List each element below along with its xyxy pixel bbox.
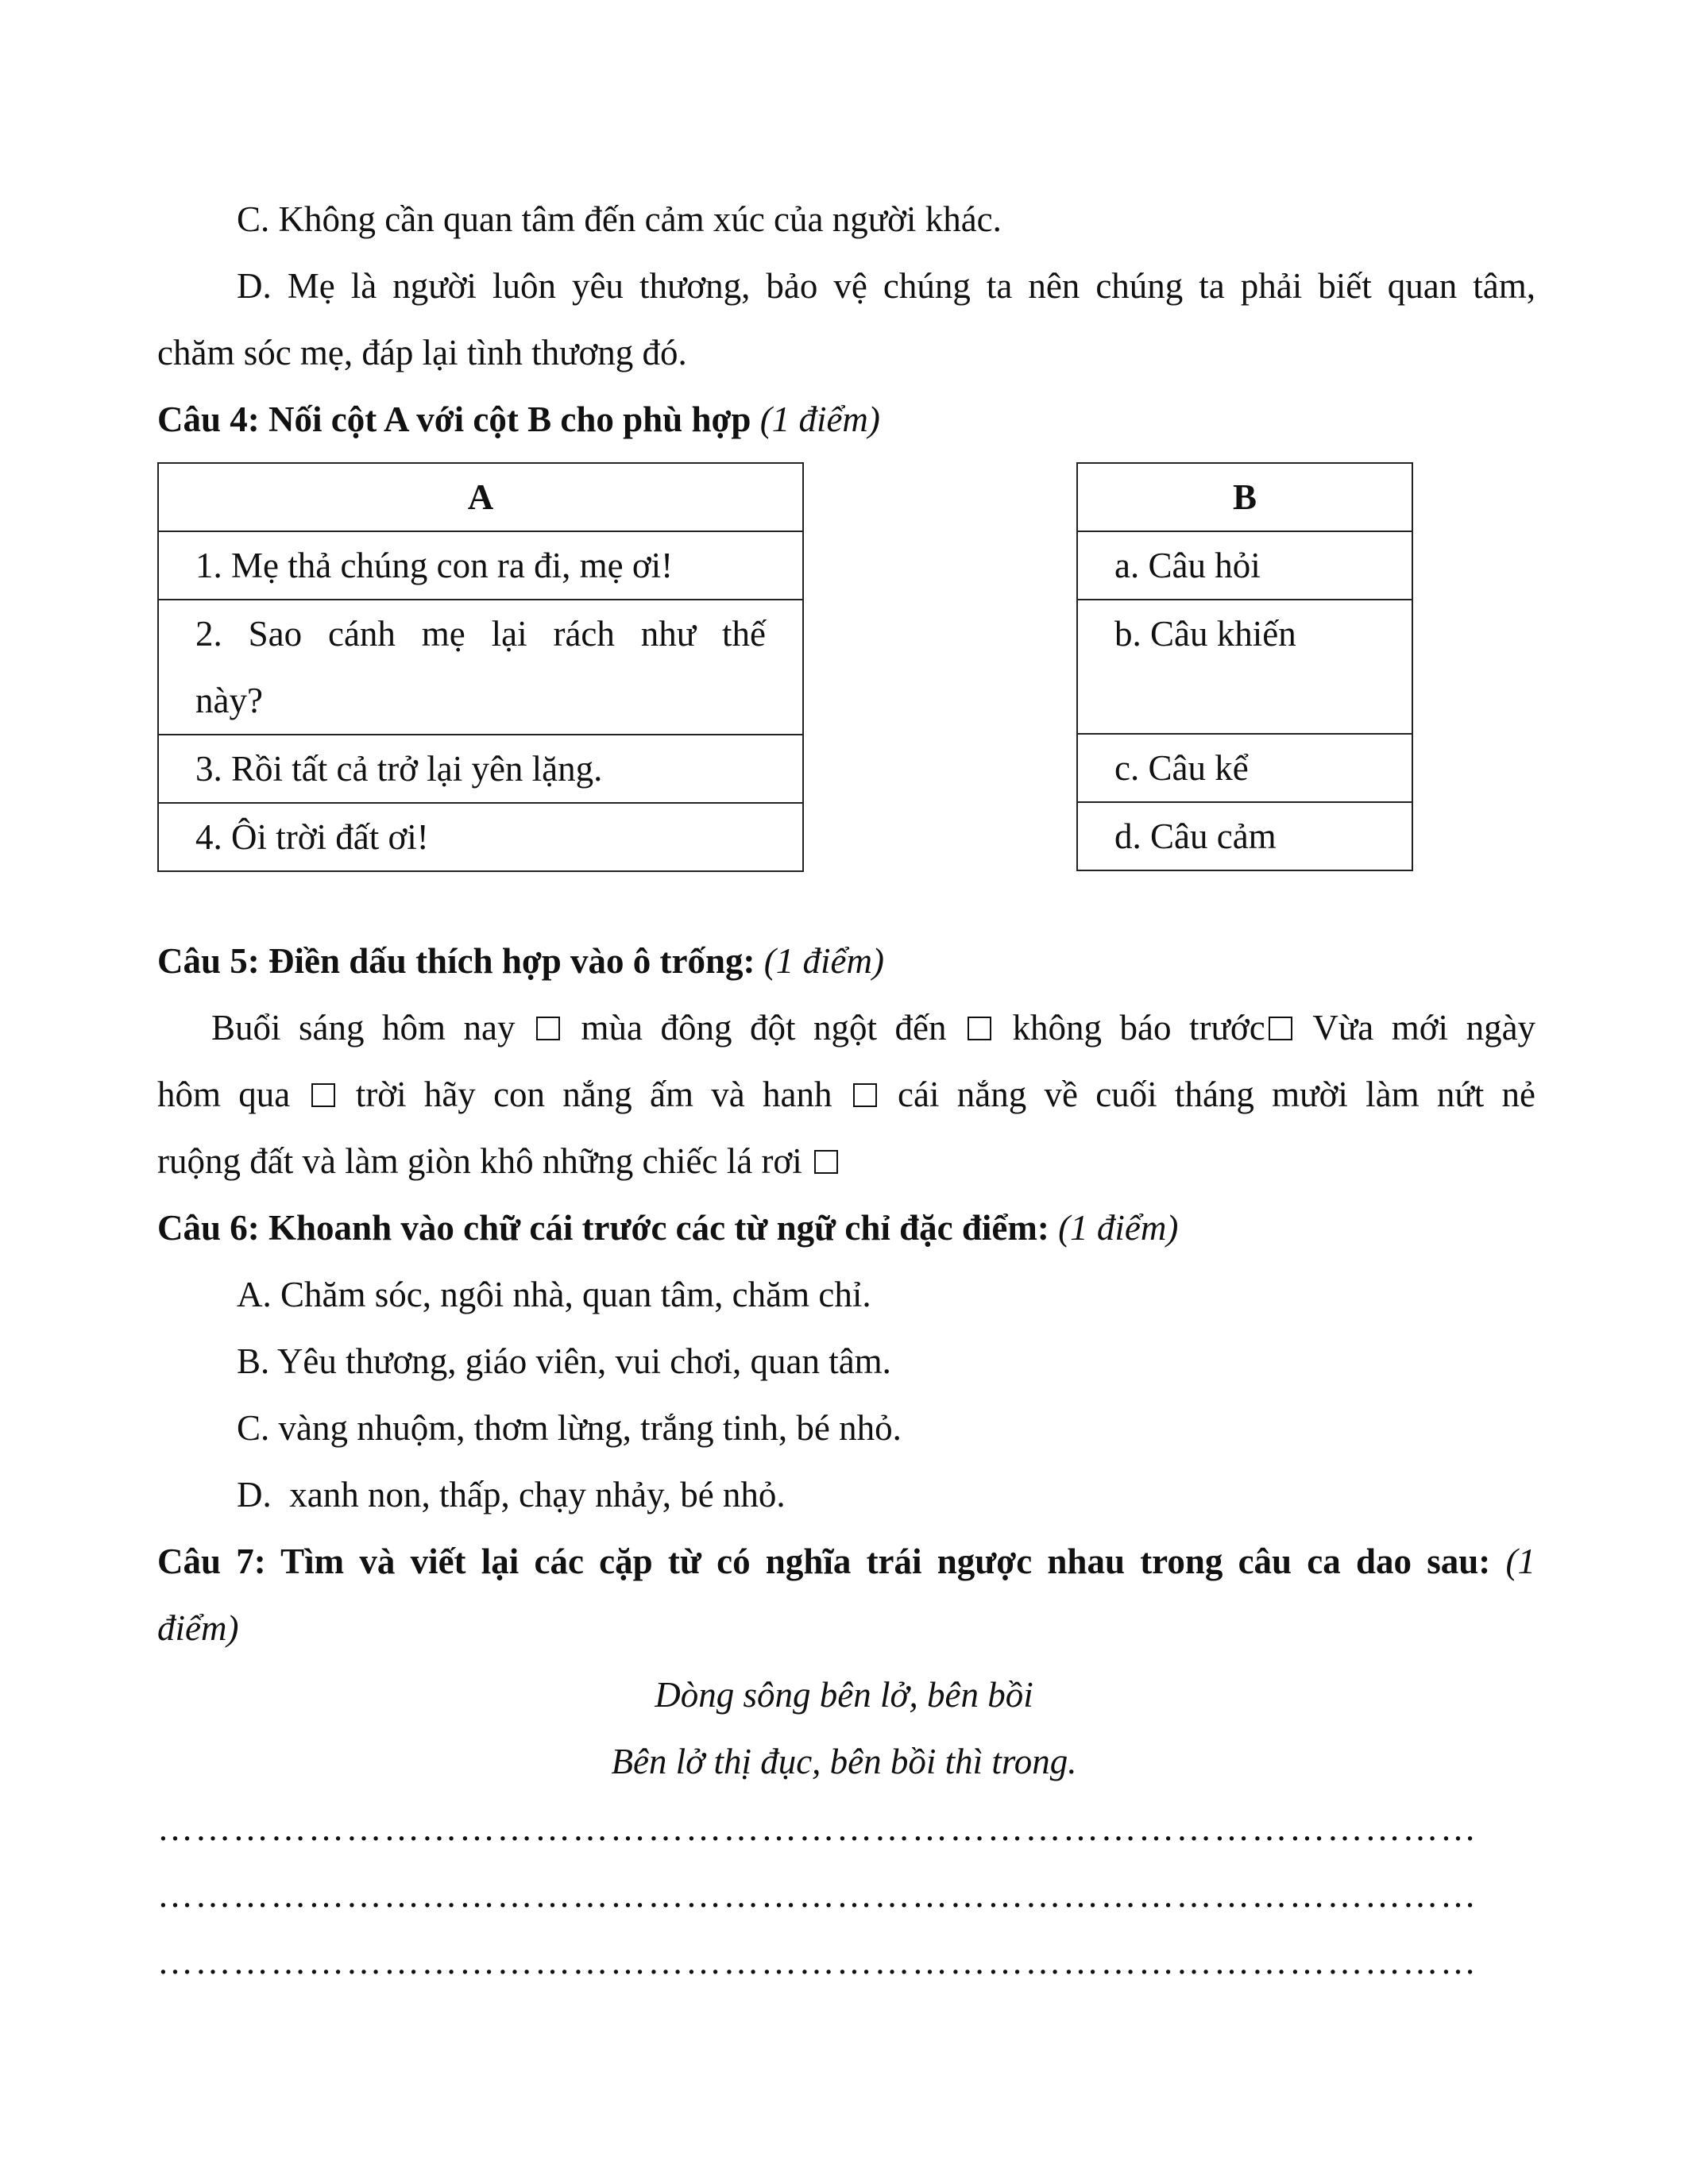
q3-option-d-line2: chăm sóc mẹ, đáp lại tình thương đó. (157, 333, 687, 372)
column-a-table (157, 462, 804, 872)
q5-passage-line1 (211, 994, 1535, 1061)
q5-blank-6[interactable] (814, 1150, 838, 1174)
q5-text-4: Vừa mới ngày (1312, 1008, 1536, 1048)
q3-option-c: C. Không cần quan tâm đến cảm xúc của người khác. (237, 199, 1002, 239)
q5-title: Câu 5: Điền dấu thích hợp vào ô trống: (157, 941, 755, 981)
column-b-table (1076, 462, 1413, 871)
q5-blank-1[interactable] (536, 1017, 560, 1040)
q7-points-part2: điểm) (157, 1608, 239, 1648)
q6-title: Câu 6: Khoanh vào chữ cái trước các từ ngữ chỉ đặc điểm: (157, 1208, 1049, 1248)
q4-heading (157, 386, 880, 453)
column-a-row-2-line2: này? (195, 681, 263, 720)
q5-passage-line2 (157, 1061, 1535, 1128)
column-a-row-2 (158, 600, 803, 735)
q6-points: (1 điểm) (1058, 1208, 1179, 1248)
q7-heading (157, 1528, 1535, 1595)
q5-blank-2[interactable] (968, 1017, 991, 1040)
q5-blank-4[interactable] (311, 1083, 335, 1107)
q6-option-a[interactable]: A. Chăm sóc, ngôi nhà, quan tâm, chăm chỉ. (237, 1275, 871, 1314)
column-b-row-a: a. Câu hỏi (1077, 531, 1412, 600)
q5-heading (157, 928, 884, 994)
column-a-row-2-line1: 2. Sao cánh mẹ lại rách như thế (195, 614, 766, 654)
q6-option-c[interactable]: C. vàng nhuộm, thơm lừng, trắng tinh, bé nhỏ. (237, 1408, 902, 1448)
column-b-row-b: b. Câu khiến (1077, 600, 1412, 734)
column-a-row-1: 1. Mẹ thả chúng con ra đi, mẹ ơi! (158, 531, 803, 600)
column-a-header: A (158, 463, 803, 531)
poem-line-2: Bên lở thị đục, bên bồi thì trong. (611, 1742, 1077, 1781)
answer-line-3[interactable]: …………………………………………………………………………………………… (157, 1942, 1478, 1981)
answer-line-1[interactable]: …………………………………………………………………………………………… (157, 1808, 1478, 1848)
column-b-row-d: d. Câu cảm (1077, 802, 1412, 870)
column-a-row-4: 4. Ôi trời đất ơi! (158, 803, 803, 871)
q3-option-d-line1: D. Mẹ là người luôn yêu thương, bảo vệ chúng ta nên chúng ta phải biết quan tâm, (237, 266, 1535, 306)
column-b-row-c: c. Câu kể (1077, 734, 1412, 802)
column-b-header: B (1077, 463, 1412, 531)
q6-option-b[interactable]: B. Yêu thương, giáo viên, vui chơi, quan tâm. (237, 1341, 891, 1381)
q5-text-8: ruộng đất và làm giòn khô những chiếc lá rơi (157, 1141, 802, 1181)
q4-points: (1 điểm) (759, 399, 880, 439)
q4-title: Câu 4: Nối cột A với cột B cho phù hợp (157, 399, 751, 439)
q5-text-1: Buổi sáng hôm nay (211, 1008, 516, 1048)
q5-blank-3[interactable] (1269, 1017, 1292, 1040)
q5-text-3: không báo trước (1012, 1008, 1265, 1048)
q5-text-2: mùa đông đột ngột đến (581, 1008, 947, 1048)
q5-passage-line3 (157, 1128, 841, 1194)
q5-points: (1 điểm) (763, 941, 884, 981)
q5-text-5: hôm qua (157, 1075, 291, 1114)
column-a-row-3: 3. Rồi tất cả trở lại yên lặng. (158, 735, 803, 803)
q6-option-d[interactable]: D. xanh non, thấp, chạy nhảy, bé nhỏ. (237, 1475, 786, 1515)
answer-line-2[interactable]: …………………………………………………………………………………………… (157, 1875, 1478, 1915)
q7-points-part1: (1 (1505, 1542, 1536, 1581)
poem-line-1: Dòng sông bên lở, bên bồi (655, 1675, 1033, 1715)
q5-blank-5[interactable] (853, 1083, 877, 1107)
q7-title: Câu 7: Tìm và viết lại các cặp từ có nghĩa trái ngược nhau trong câu ca dao sau: (157, 1542, 1491, 1581)
q5-text-7: cái nắng về cuối tháng mười làm nứt nẻ (898, 1075, 1535, 1114)
q5-text-6: trời hãy con nắng ấm và hanh (355, 1075, 832, 1114)
q6-heading (157, 1194, 1178, 1261)
